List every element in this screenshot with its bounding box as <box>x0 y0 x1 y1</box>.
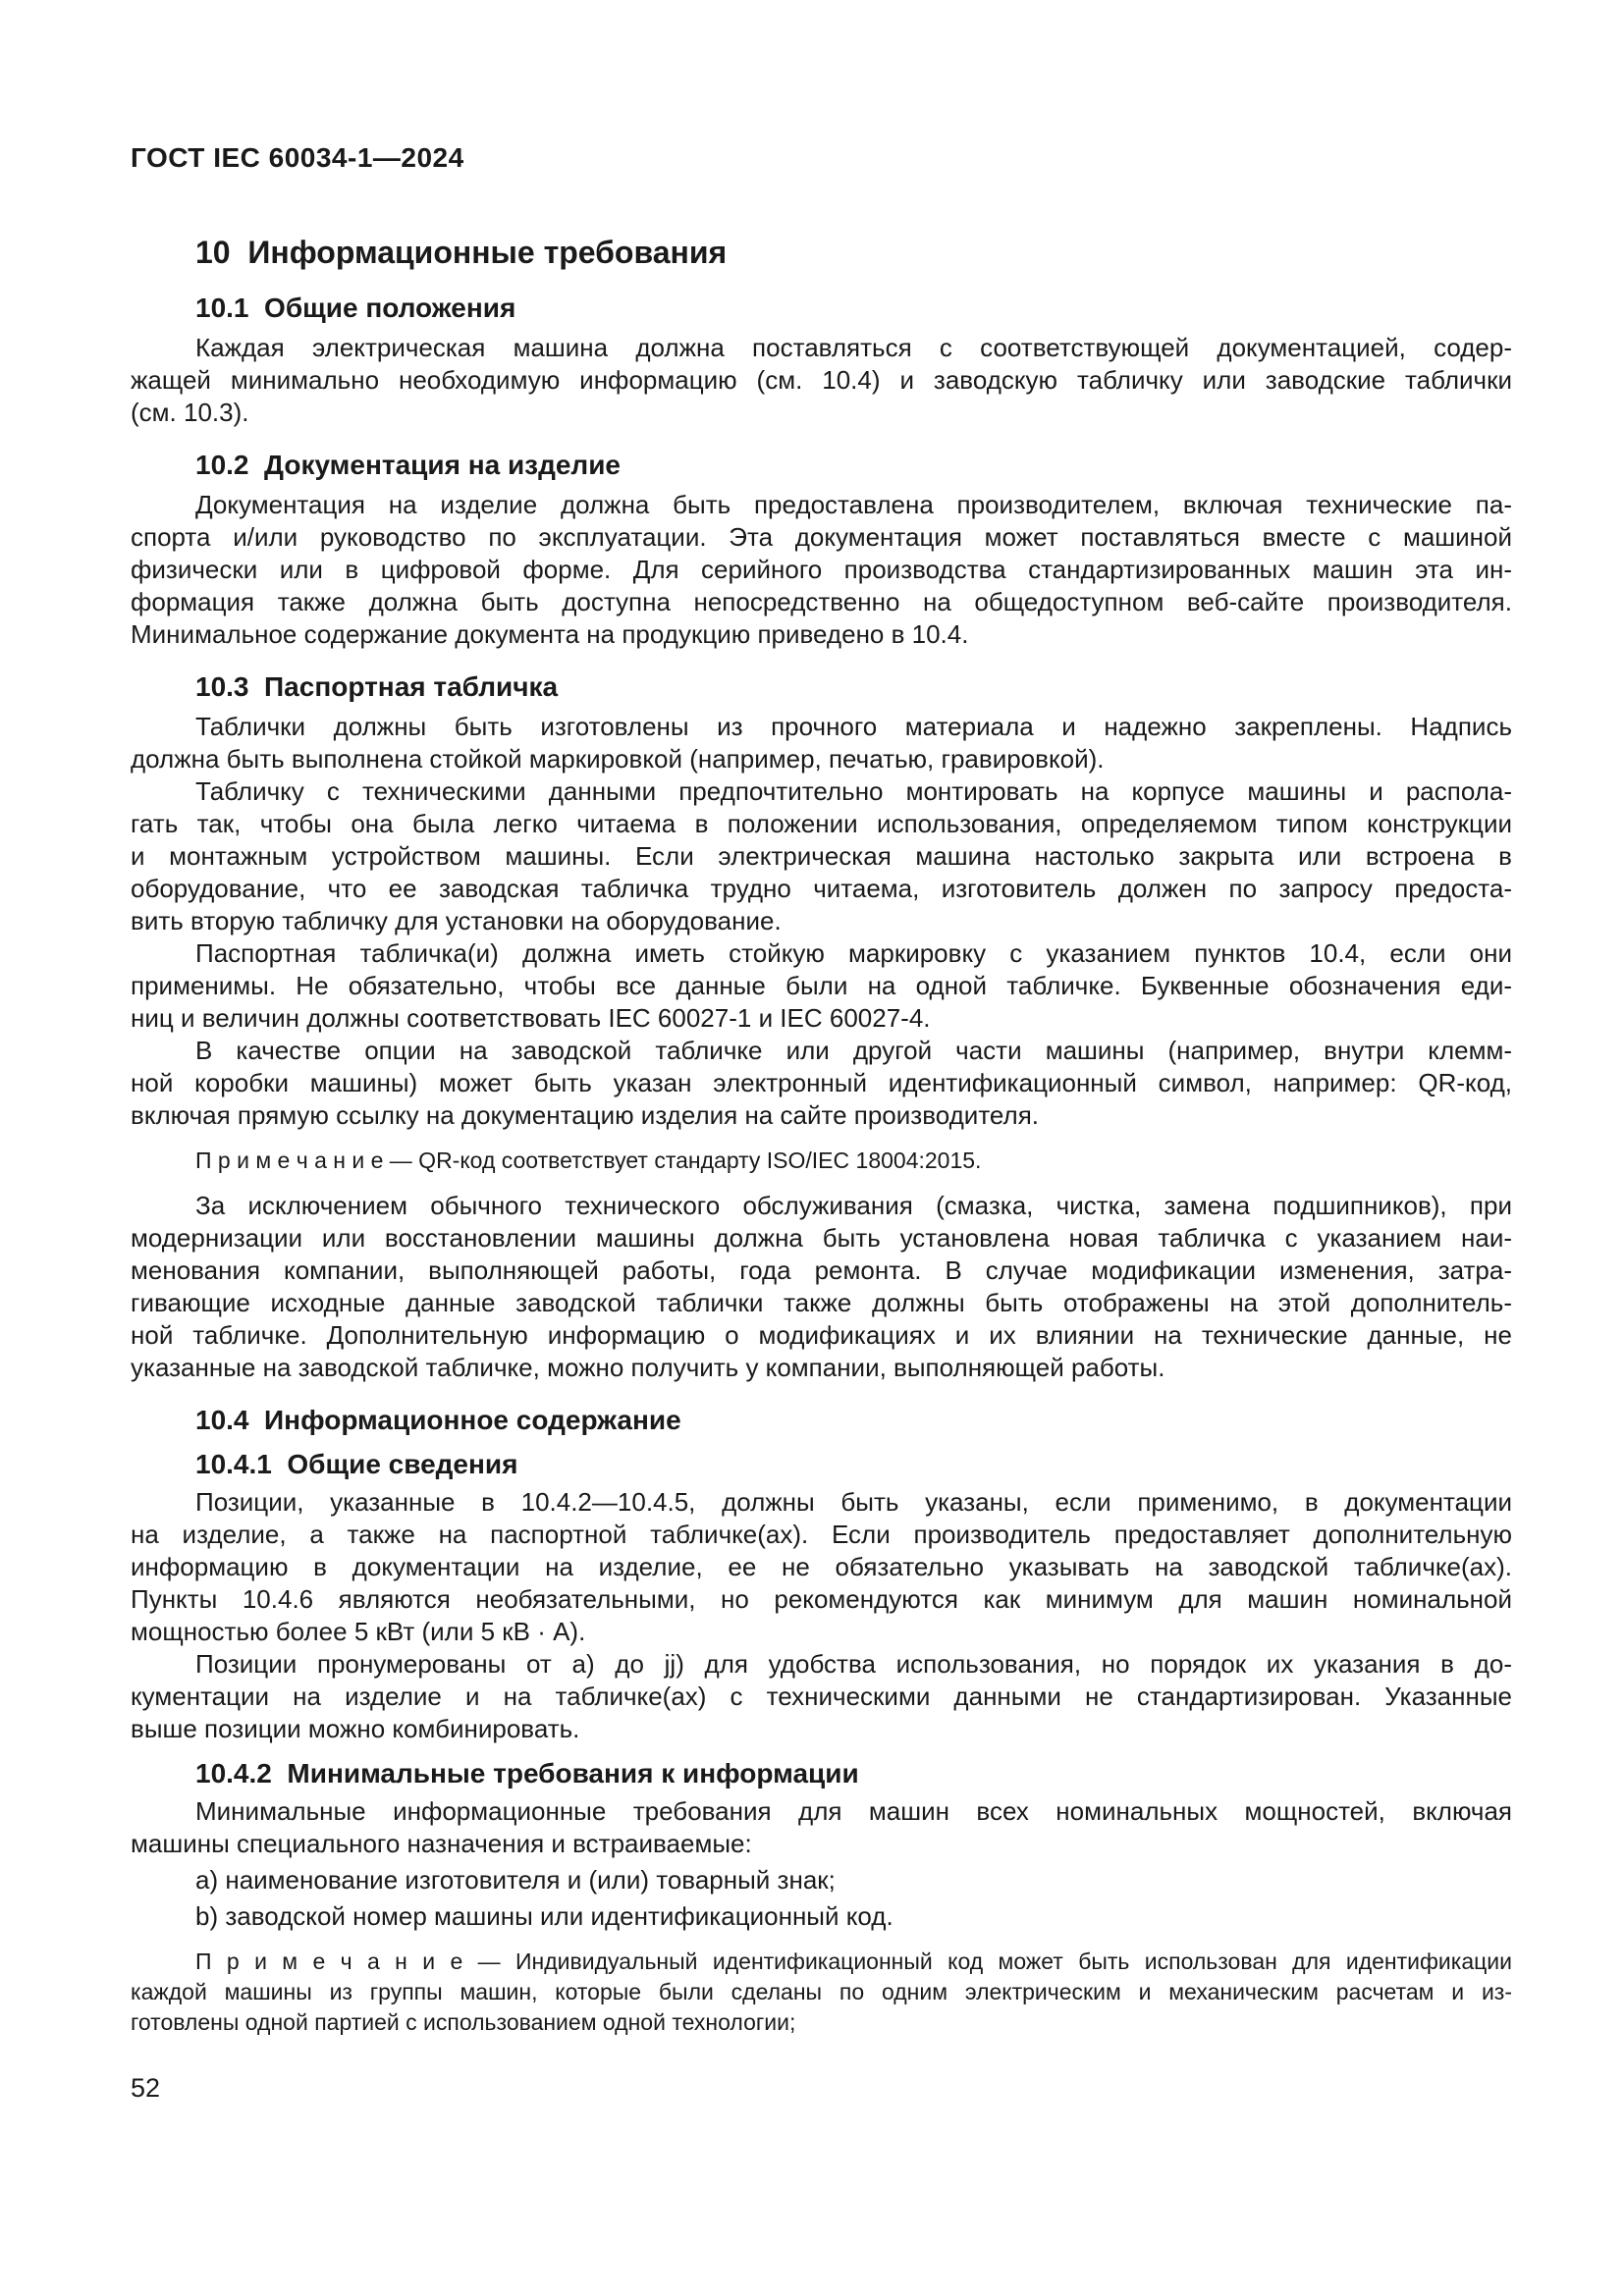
para-10-3-2-line-3: и монтажным устройством машины. Если электрическая машина настолько закрыта или встроена в <box>131 841 1512 871</box>
para-10-3-5-line-1: За исключением обычного технического обслуживания (смазка, чистка, замена подшипников), при <box>195 1191 1512 1220</box>
heading-10-4-2: 10.4.2 Минимальные требования к информации <box>195 1758 859 1789</box>
para-10-2-1 <box>131 489 1512 651</box>
para-10-4-1-1-line-5: мощностью более 5 кВт (или 5 кВ · А). <box>131 1617 586 1646</box>
para-10-4-1-1-line-4: Пункты 10.4.6 являются необязательными, но рекомендуются как минимум для машин номинальной <box>131 1584 1512 1614</box>
list-item-a: a) наименование изготовителя и (или) товарный знак; <box>195 1865 836 1895</box>
para-10-3-4 <box>131 1035 1512 1132</box>
para-10-4-2-1-line-1: Минимальные информационные требования для машин всех номинальных мощностей, включая <box>195 1796 1512 1826</box>
para-10-2-1-line-5: Минимальное содержание документа на продукцию приведено в 10.4. <box>131 619 969 649</box>
para-10-3-4-line-1: В качестве опции на заводской табличке или другой части машины (например, внутри клемм- <box>195 1036 1512 1065</box>
running-header: ГОСТ IEC 60034-1—2024 <box>131 142 464 173</box>
para-10-4-1-2-line-1: Позиции пронумерованы от a) до jj) для удобства использования, но порядок их указания в до- <box>195 1649 1512 1679</box>
document-content <box>131 142 1512 2052</box>
para-10-3-2 <box>131 775 1512 937</box>
para-10-2-1-line-4: формация также должна быть доступна непосредственно на общедоступном веб-сайте производителя. <box>131 587 1512 616</box>
para-10-2-1-line-1: Документация на изделие должна быть предоставлена производителем, включая технические па- <box>195 490 1512 519</box>
para-10-2-1-line-3: физически или в цифровой форме. Для серийного производства стандартизированных машин эта ин- <box>131 555 1512 584</box>
para-10-4-1-2-line-3: выше позиции можно комбинировать. <box>131 1714 580 1743</box>
para-10-3-3-line-1: Паспортная табличка(и) должна иметь стойкую маркировку с указанием пунктов 10.4, если они <box>195 938 1512 968</box>
para-10-4-1-1 <box>131 1486 1512 1648</box>
para-10-4-2-1-line-2: машины специального назначения и встраиваемые: <box>131 1829 752 1858</box>
para-10-3-4-line-3: включая прямую ссылку на документацию изделия на сайте производителя. <box>131 1100 1040 1130</box>
para-10-3-4-line-2: ной коробки машины) может быть указан электронный идентификационный символ, например: QR-код, <box>131 1068 1512 1097</box>
heading-10-2: 10.2 Документация на изделие <box>195 450 622 480</box>
para-10-3-1-line-2: должна быть выполнена стойкой маркировкой (например, печатью, гравировкой). <box>131 744 1105 774</box>
para-10-3-5-line-4: гивающие исходные данные заводской таблички также должны быть отображены на этой дополнитель- <box>131 1288 1512 1317</box>
para-10-3-3-line-2: применимы. Не обязательно, чтобы все данные были на одной табличке. Буквенные обозначения еди- <box>131 971 1512 1000</box>
heading-10-3: 10.3 Паспортная табличка <box>195 671 559 702</box>
para-10-3-1-line-1: Таблички должны быть изготовлены из прочного материала и надежно закреплены. Надпись <box>195 712 1512 741</box>
para-10-2-1-line-2: спорта и/или руководство по эксплуатации. Эта документация может поставляться вместе с машиной <box>131 522 1512 552</box>
page-number: 52 <box>131 2073 161 2103</box>
note-qr-code-line-1: П р и м е ч а н и е — QR-код соответствует стандарту ISO/IEC 18004:2015. <box>195 1148 982 1173</box>
note-identification-code <box>131 1947 1512 2038</box>
para-10-4-2-1 <box>131 1795 1512 1860</box>
heading-10-4-1: 10.4.1 Общие сведения <box>195 1449 518 1479</box>
document-body <box>131 233 1512 2038</box>
para-10-3-3 <box>131 937 1512 1035</box>
para-10-4-1-1-line-3: информацию в документации на изделие, ее не обязательно указывать на заводской табличке(ах). <box>131 1552 1512 1581</box>
para-10-3-2-line-4: оборудование, что ее заводская табличка трудно читаема, изготовитель должен по запросу предоста- <box>131 874 1512 903</box>
para-10-1-1-line-3: (см. 10.3). <box>131 398 249 427</box>
para-10-3-2-line-1: Табличку с техническими данными предпочтительно монтировать на корпусе машины и распола- <box>195 776 1512 806</box>
para-10-4-1-2 <box>131 1648 1512 1745</box>
para-10-3-3-line-3: ниц и величин должны соответствовать IEC 60027-1 и IEC 60027-4. <box>131 1003 931 1033</box>
note-qr-code <box>131 1146 1512 1176</box>
note-identification-code-line-2: каждой машины из группы машин, которые были сделаны по одним электрическим и механическим расчетам и из- <box>131 1979 1512 2004</box>
heading-10-4: 10.4 Информационное содержание <box>195 1405 681 1435</box>
para-10-3-5-line-6: указанные на заводской табличке, можно получить у компании, выполняющей работы. <box>131 1353 1165 1382</box>
para-10-3-5-line-3: менования компании, выполняющей работы, года ремонта. В случае модификации изменения, затра- <box>131 1255 1512 1285</box>
para-10-1-1-line-2: жащей минимально необходимую информацию (см. 10.4) и заводскую табличку или заводские таблички <box>131 365 1512 395</box>
para-10-3-5 <box>131 1190 1512 1384</box>
note-identification-code-line-3: готовлены одной партией с использованием одной технологии; <box>131 2009 796 2035</box>
heading-10-1: 10.1 Общие положения <box>195 293 516 323</box>
heading-10: 10 Информационные требования <box>195 235 728 270</box>
note-identification-code-line-1: П р и м е ч а н и е — Индивидуальный идентификационный код может быть использован для идентификации <box>195 1949 1512 1974</box>
para-10-3-1 <box>131 711 1512 775</box>
para-10-1-1-line-1: Каждая электрическая машина должна поставляться с соответствующей документацией, содер- <box>195 333 1512 362</box>
para-10-3-2-line-5: вить вторую табличку для установки на оборудование. <box>131 906 782 935</box>
para-10-3-5-line-5: ной табличке. Дополнительную информацию о модификациях и их влиянии на технические данные, не <box>131 1320 1512 1350</box>
para-10-3-5-line-2: модернизации или восстановлении машины должна быть установлена новая табличка с указанием наи- <box>131 1223 1512 1253</box>
para-10-1-1 <box>131 332 1512 429</box>
list-item-b: b) заводской номер машины или идентификационный код. <box>195 1901 893 1931</box>
para-10-3-2-line-2: гать так, чтобы она была легко читаема в положении использования, определяемом типом конструкции <box>131 809 1512 838</box>
para-10-4-1-1-line-1: Позиции, указанные в 10.4.2—10.4.5, должны быть указаны, если применимо, в документации <box>195 1487 1512 1517</box>
para-10-4-1-1-line-2: на изделие, а также на паспортной табличке(ах). Если производитель предоставляет дополнительную <box>131 1520 1512 1549</box>
para-10-4-1-2-line-2: кументации на изделие и на табличке(ах) с техническими данными не стандартизирован. Указанные <box>131 1682 1512 1711</box>
